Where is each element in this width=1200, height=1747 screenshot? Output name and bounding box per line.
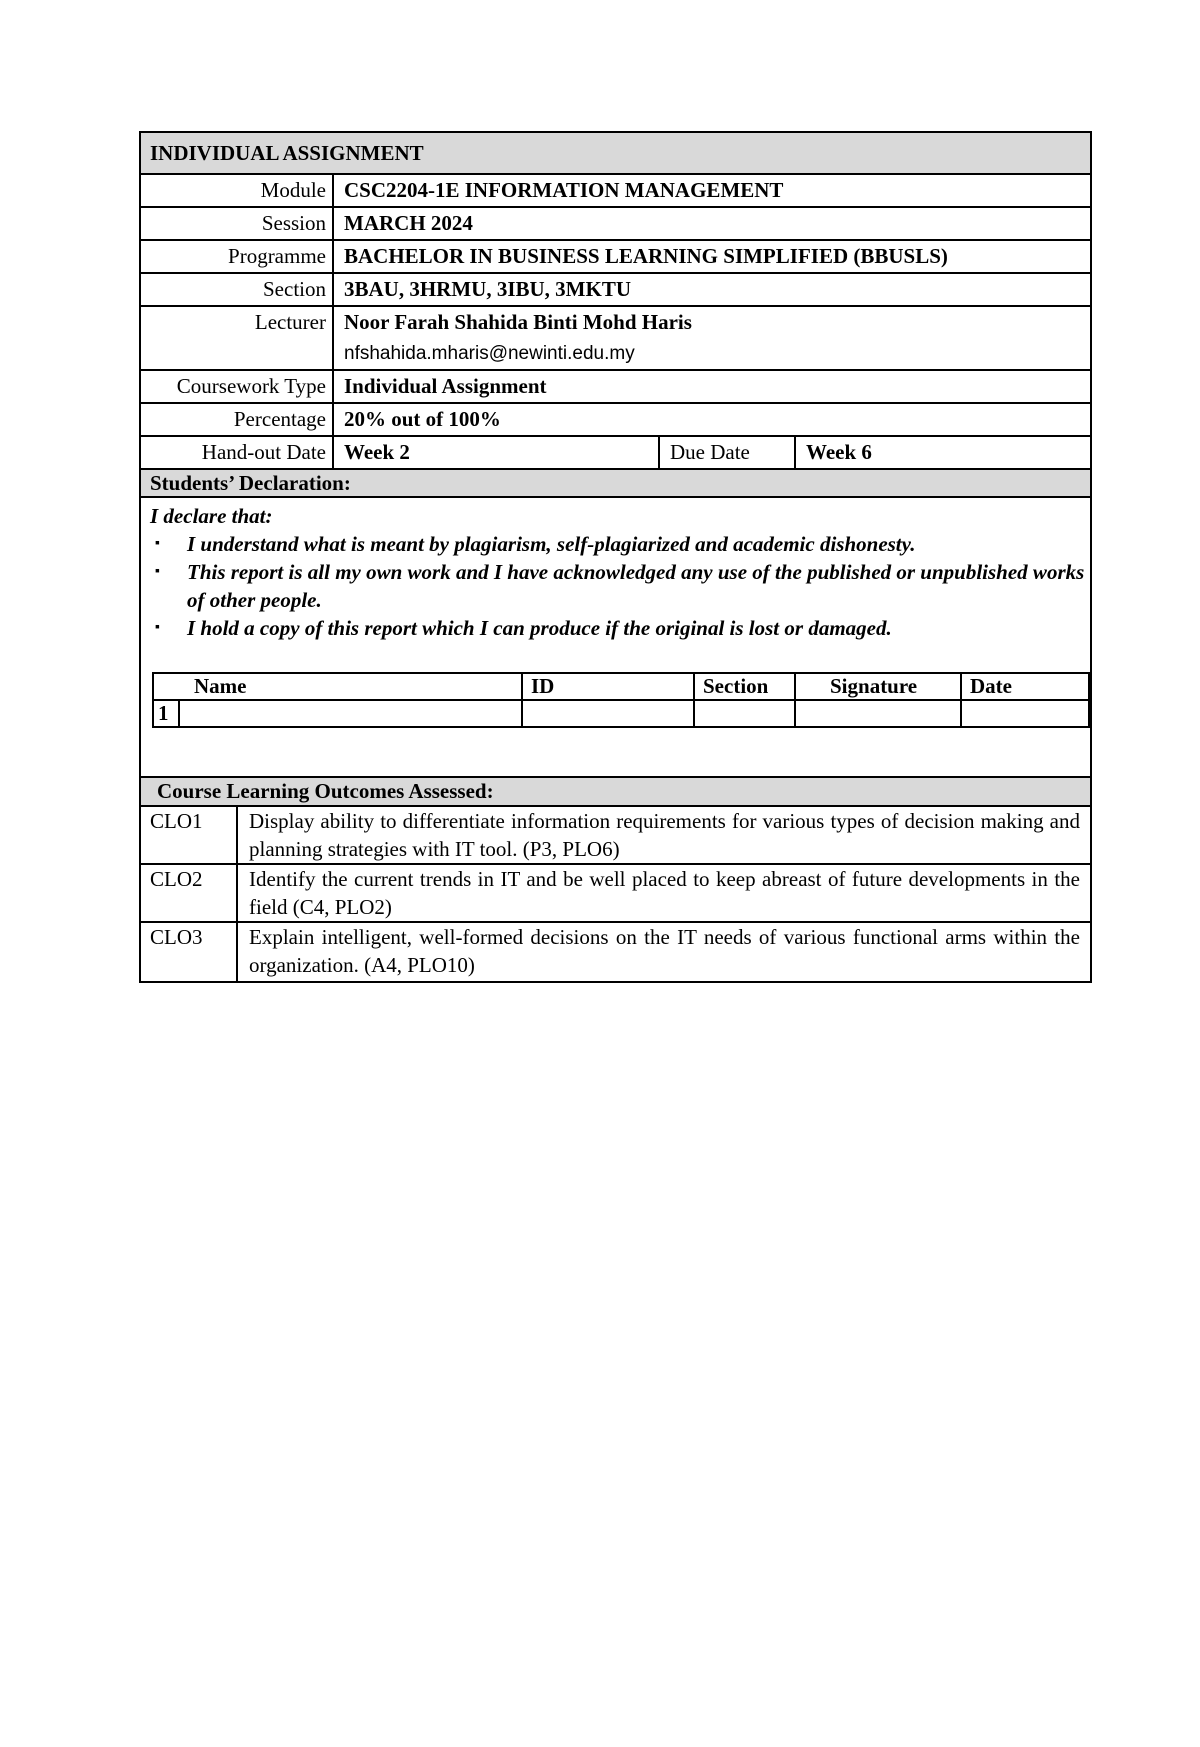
coursework-type-value: Individual Assignment — [344, 374, 547, 398]
percentage-label: Percentage — [141, 404, 334, 435]
handout-date-label: Hand-out Date — [141, 437, 334, 468]
clo-row — [141, 807, 1090, 865]
declaration-item-text: This report is all my own work and I have acknowledged any use of the published or unpublished works of other people. — [187, 560, 1085, 612]
clo-description: Explain intelligent, well-formed decisions on the IT needs of various functional arms within the organization. (A4, PLO10) — [249, 925, 1080, 977]
due-date-label: Due Date — [660, 437, 796, 468]
percentage-row — [141, 404, 1090, 437]
section-row — [141, 274, 1090, 307]
id-cell[interactable] — [522, 700, 694, 727]
declaration-list — [150, 530, 1090, 642]
clo-heading-bar — [141, 778, 1090, 807]
lecturer-value — [334, 307, 1090, 369]
bullet-icon: ▪ — [155, 620, 160, 635]
lecturer-name: Noor Farah Shahida Binti Mohd Haris — [344, 310, 692, 334]
column-header-signature: Signature — [795, 673, 961, 700]
signature-cell[interactable] — [795, 700, 961, 727]
coursework-type-row — [141, 371, 1090, 404]
clo-row — [141, 865, 1090, 923]
session-value: MARCH 2024 — [344, 211, 473, 235]
lecturer-row — [141, 307, 1090, 371]
session-row — [141, 208, 1090, 241]
signature-table-header — [153, 673, 1089, 700]
declaration-item-text: I hold a copy of this report which I can produce if the original is lost or damaged. — [187, 616, 892, 640]
dates-row — [141, 437, 1090, 470]
lecturer-email[interactable]: nfshahida.mharis@newinti.edu.my — [344, 343, 635, 364]
clo-row — [141, 923, 1090, 981]
assignment-title-bar — [141, 133, 1090, 175]
signature-table — [152, 672, 1090, 728]
column-header-section: Section — [694, 673, 795, 700]
clo-description: Identify the current trends in IT and be well placed to keep abreast of future developments in the field (C4, PLO2) — [249, 867, 1080, 919]
declaration-item — [150, 614, 1090, 642]
column-header-name: Name — [153, 673, 522, 700]
assignment-title: INDIVIDUAL ASSIGNMENT — [150, 140, 424, 165]
module-row — [141, 175, 1090, 208]
handout-date-value: Week 2 — [334, 437, 660, 468]
clo-id: CLO3 — [141, 923, 238, 981]
clo-id: CLO1 — [141, 807, 238, 863]
percentage-value: 20% out of 100% — [344, 407, 501, 431]
module-value: CSC2204-1E INFORMATION MANAGEMENT — [344, 178, 784, 202]
clo-id: CLO2 — [141, 865, 238, 921]
programme-value: BACHELOR IN BUSINESS LEARNING SIMPLIFIED (BBUSLS) — [344, 244, 948, 268]
programme-label: Programme — [141, 241, 334, 272]
column-header-date: Date — [961, 673, 1089, 700]
declaration-item — [150, 530, 1090, 558]
clo-description: Display ability to differentiate information requirements for various types of decision making and planning strategies with IT tool. (P3, PLO6) — [249, 809, 1080, 861]
declaration-item — [150, 558, 1090, 614]
section-label: Section — [141, 274, 334, 305]
section-value: 3BAU, 3HRMU, 3IBU, 3MKTU — [344, 277, 631, 301]
programme-row — [141, 241, 1090, 274]
section-cell[interactable] — [694, 700, 795, 727]
declaration-item-text: I understand what is meant by plagiarism, self-plagiarized and academic dishonesty. — [187, 532, 916, 556]
declaration-heading-bar — [141, 470, 1090, 498]
name-cell[interactable] — [179, 700, 522, 727]
assignment-cover-sheet — [139, 131, 1092, 983]
bullet-icon: ▪ — [155, 536, 160, 551]
module-label: Module — [141, 175, 334, 206]
clo-heading: Course Learning Outcomes Assessed: — [157, 779, 494, 803]
column-header-id: ID — [522, 673, 694, 700]
due-date-value: Week 6 — [806, 440, 872, 464]
date-cell[interactable] — [961, 700, 1089, 727]
session-label: Session — [141, 208, 334, 239]
lecturer-label: Lecturer — [141, 307, 334, 369]
declaration-heading: Students’ Declaration: — [150, 470, 351, 495]
coursework-type-label: Coursework Type — [141, 371, 334, 402]
bullet-icon: ▪ — [155, 564, 160, 579]
row-number: 1 — [153, 700, 179, 727]
declaration-intro: I declare that: — [150, 504, 273, 528]
table-row — [153, 700, 1089, 727]
declaration-section — [141, 498, 1090, 778]
